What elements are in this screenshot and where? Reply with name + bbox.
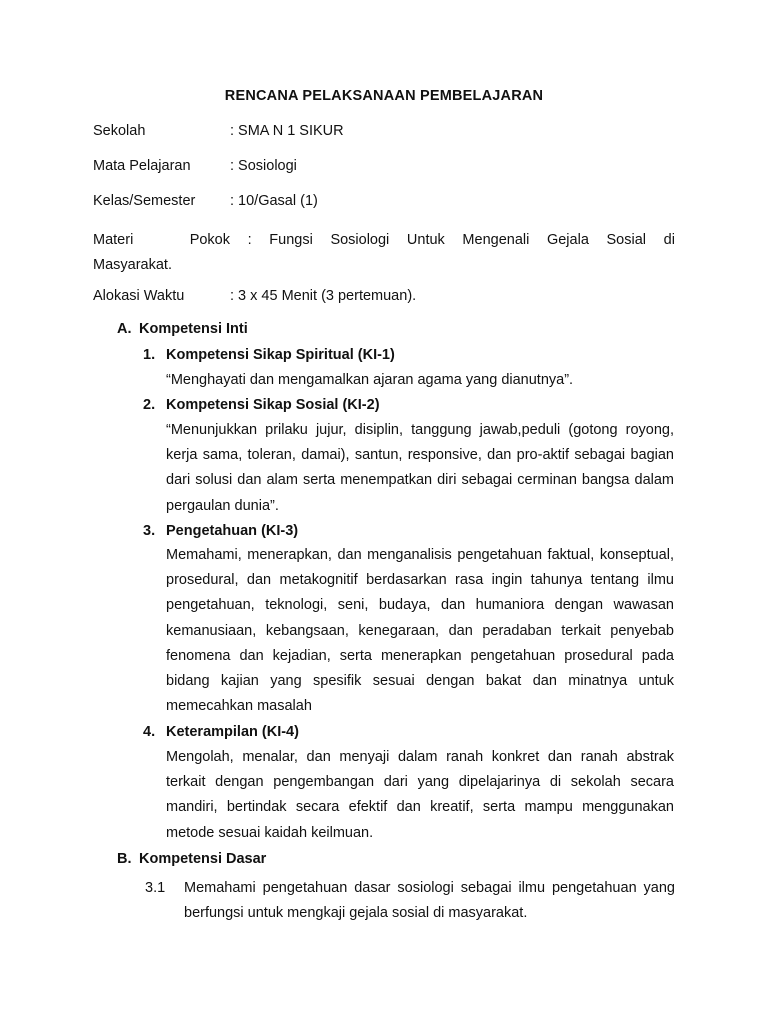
- materi-line-1: [93, 228, 675, 253]
- info-value: : 10/Gasal (1): [230, 193, 318, 209]
- section-b-heading: [117, 851, 266, 867]
- kd-text: Memahami pengetahuan dasar sosiologi sebagai ilmu pengetahuan yang berfungsi untuk mengkaji gejala sosial di masyarakat.: [184, 880, 675, 921]
- materi-word: Gejala: [546, 232, 589, 248]
- materi-word: Fungsi: [269, 232, 313, 248]
- info-label: Sekolah: [93, 123, 146, 139]
- item-number: 3.: [143, 523, 156, 539]
- info-value: : Sosiologi: [230, 158, 297, 174]
- materi-word: di: [663, 232, 675, 248]
- info-label: Mata Pelajaran: [93, 158, 191, 174]
- section-letter: A.: [117, 321, 132, 337]
- info-row-materi-pokok: [93, 228, 675, 278]
- item-number: 2.: [143, 397, 156, 413]
- item-title: Kompetensi Sikap Sosial (KI-2): [166, 397, 380, 413]
- materi-word: :: [247, 232, 252, 248]
- info-label: Materi Pokok: [93, 232, 230, 248]
- ki-1-heading: [143, 347, 395, 363]
- info-label: Kelas/Semester: [93, 193, 196, 209]
- section-title: Kompetensi Dasar: [139, 851, 267, 867]
- materi-word: Sosiologi: [330, 232, 390, 248]
- info-value: : SMA N 1 SIKUR: [230, 123, 344, 139]
- section-title: Kompetensi Inti: [139, 321, 248, 337]
- section-letter: B.: [117, 851, 132, 867]
- ki-2-text: “Menunjukkan prilaku jujur, disiplin, tanggung jawab,peduli (gotong royong, kerja sama, toleran, damai), santun, responsive, dan pro-aktif sebagai bagian dari solusi dan alam serta menempatkan diri sebagai cerminan bangsa dalam pergaulan dunia”.: [166, 422, 674, 514]
- item-number: 3.1: [145, 880, 166, 896]
- materi-word: Sosial: [606, 232, 647, 248]
- item-number: 1.: [143, 347, 156, 363]
- info-label: Alokasi Waktu: [93, 288, 185, 304]
- ki-3-heading: [143, 523, 298, 539]
- ki-3-text: Memahami, menerapkan, dan menganalisis pengetahuan faktual, konseptual, prosedural, dan metakognitif berdasarkan rasa ingin tahunya tentang ilmu pengetahuan, teknologi, seni, budaya, dan humaniora dengan wawasan kemanusiaan, kebangsaan, kenegaraan, dan peradaban terkait penyebab fenomena dan kejadian, serta menerapkan pengetahuan prosedural pada bidang kajian yang spesifik sesuai dengan bakat dan minatnya untuk memecahkan masalah: [166, 547, 674, 715]
- ki-4-heading: [143, 724, 299, 740]
- materi-line-2: Masyarakat.: [93, 257, 172, 273]
- info-value: : 3 x 45 Menit (3 pertemuan).: [230, 288, 417, 304]
- materi-word: Mengenali: [462, 232, 530, 248]
- ki-2-heading: [143, 397, 380, 413]
- materi-word: Untuk: [406, 232, 445, 248]
- item-number: 4.: [143, 724, 156, 740]
- item-title: Pengetahuan (KI-3): [166, 523, 299, 539]
- section-a-heading: [117, 321, 248, 337]
- ki-4-text: Mengolah, menalar, dan menyaji dalam ranah konkret dan ranah abstrak terkait dengan pengembangan dari yang dipelajarinya di sekolah secara mandiri, bertindak secara efektif dan kreatif, serta mampu menggunakan metode sesuai kaidah keilmuan.: [166, 749, 674, 841]
- ki-1-text: “Menghayati dan mengamalkan ajaran agama yang dianutnya”.: [166, 372, 574, 388]
- item-title: Keterampilan (KI-4): [166, 724, 299, 740]
- item-title: Kompetensi Sikap Spiritual (KI-1): [166, 347, 395, 363]
- document-title: RENCANA PELAKSANAAN PEMBELAJARAN: [224, 88, 544, 104]
